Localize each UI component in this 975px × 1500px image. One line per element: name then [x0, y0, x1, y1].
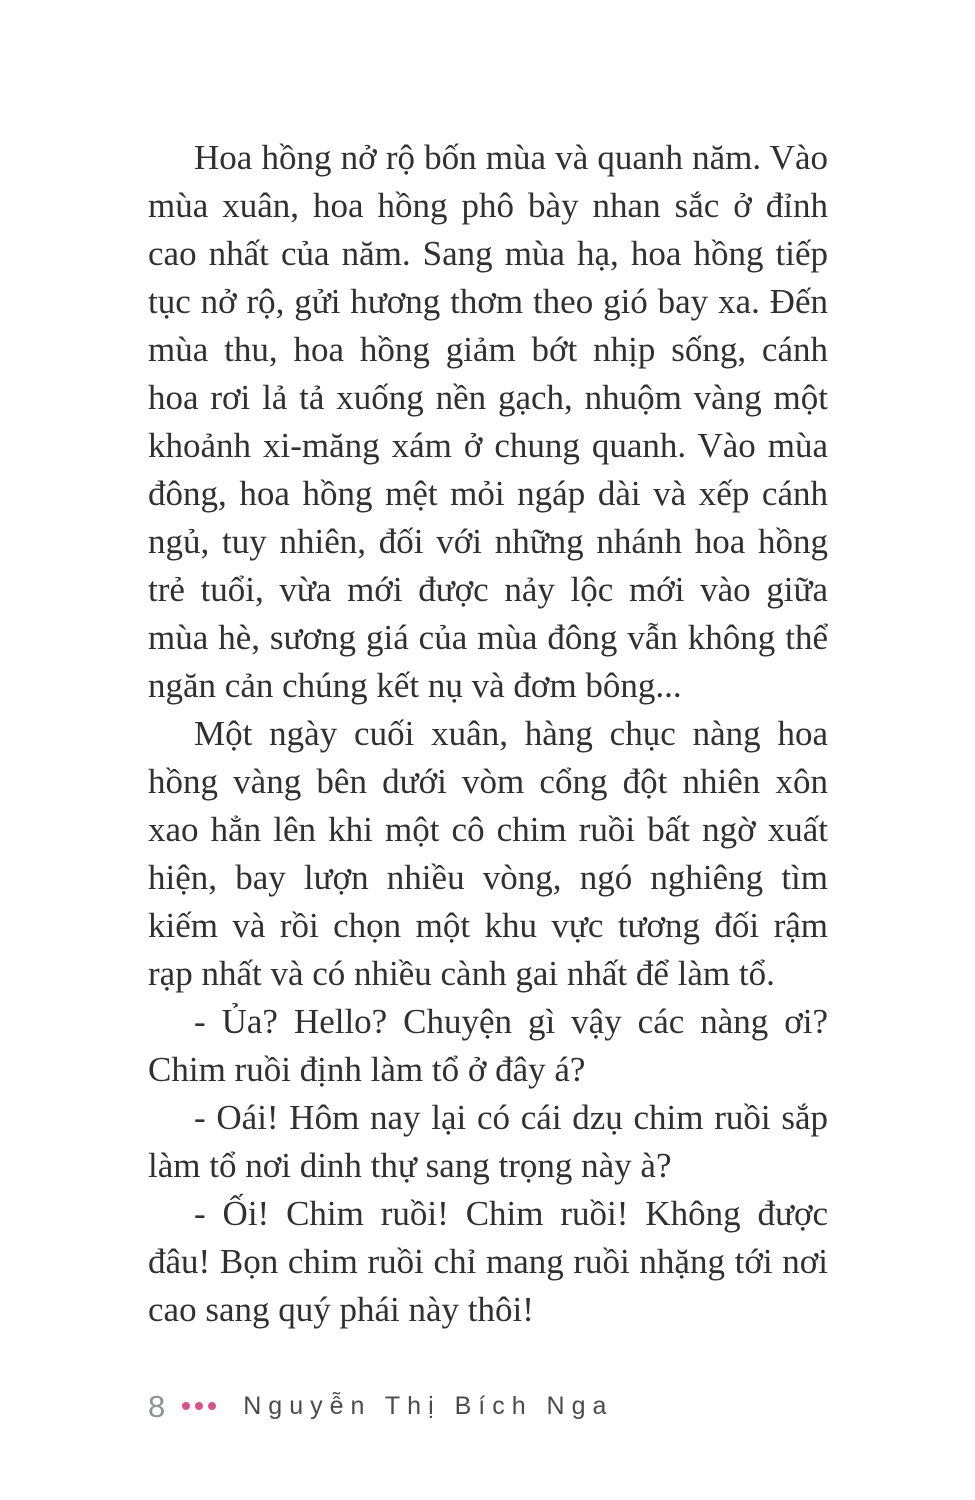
page-footer — [148, 1384, 613, 1428]
page-number: 8 — [148, 1388, 166, 1424]
dot-icon — [182, 1402, 190, 1410]
paragraph-3-dialogue: - Ủa? Hello? Chuyện gì vậy các nàng ơi? Chim ruồi định làm tổ ở đây á? — [148, 1002, 828, 1089]
dot-icon — [195, 1402, 203, 1410]
paragraph-4-dialogue: - Oái! Hôm nay lại có cái dzụ chim ruồi sắp làm tổ nơi dinh thự sang trọng này à? — [148, 1098, 828, 1185]
paragraph-1: Hoa hồng nở rộ bốn mùa và quanh năm. Vào mùa xuân, hoa hồng phô bày nhan sắc ở đỉnh cao nhất của năm. Sang mùa hạ, hoa hồng tiếp tục nở rộ, gửi hương thơm theo gió bay xa. Đến mùa thu, hoa hồng giảm bớt nhịp sống, cánh hoa rơi lả tả xuống nền gạch, nhuộm vàng một khoảnh xi-măng xám ở chung quanh. Vào mùa đông, hoa hồng mệt mỏi ngáp dài và xếp cánh ngủ, tuy nhiên, đối với những nhánh hoa hồng trẻ tuổi, vừa mới được nảy lộc mới vào giữa mùa hè, sương giá của mùa đông vẫn không thể ngăn cản chúng kết nụ và đơm bông... — [148, 138, 828, 705]
body-text — [148, 134, 828, 1334]
paragraph-5-dialogue: - Ối! Chim ruồi! Chim ruồi! Không được đâu! Bọn chim ruồi chỉ mang ruồi nhặng tới nơi cao sang quý phái này thôi! — [148, 1194, 828, 1329]
dot-icon — [208, 1402, 216, 1410]
paragraph-2: Một ngày cuối xuân, hàng chục nàng hoa hồng vàng bên dưới vòm cổng đột nhiên xôn xao hẳn lên khi một cô chim ruồi bất ngờ xuất hiện, bay lượn nhiều vòng, ngó nghiêng tìm kiếm và rồi chọn một khu vực tương đối rậm rạp nhất và có nhiều cành gai nhất để làm tổ. — [148, 714, 828, 993]
three-dots-ornament-icon — [182, 1402, 216, 1410]
author-name: Nguyễn Thị Bích Nga — [243, 1391, 614, 1420]
